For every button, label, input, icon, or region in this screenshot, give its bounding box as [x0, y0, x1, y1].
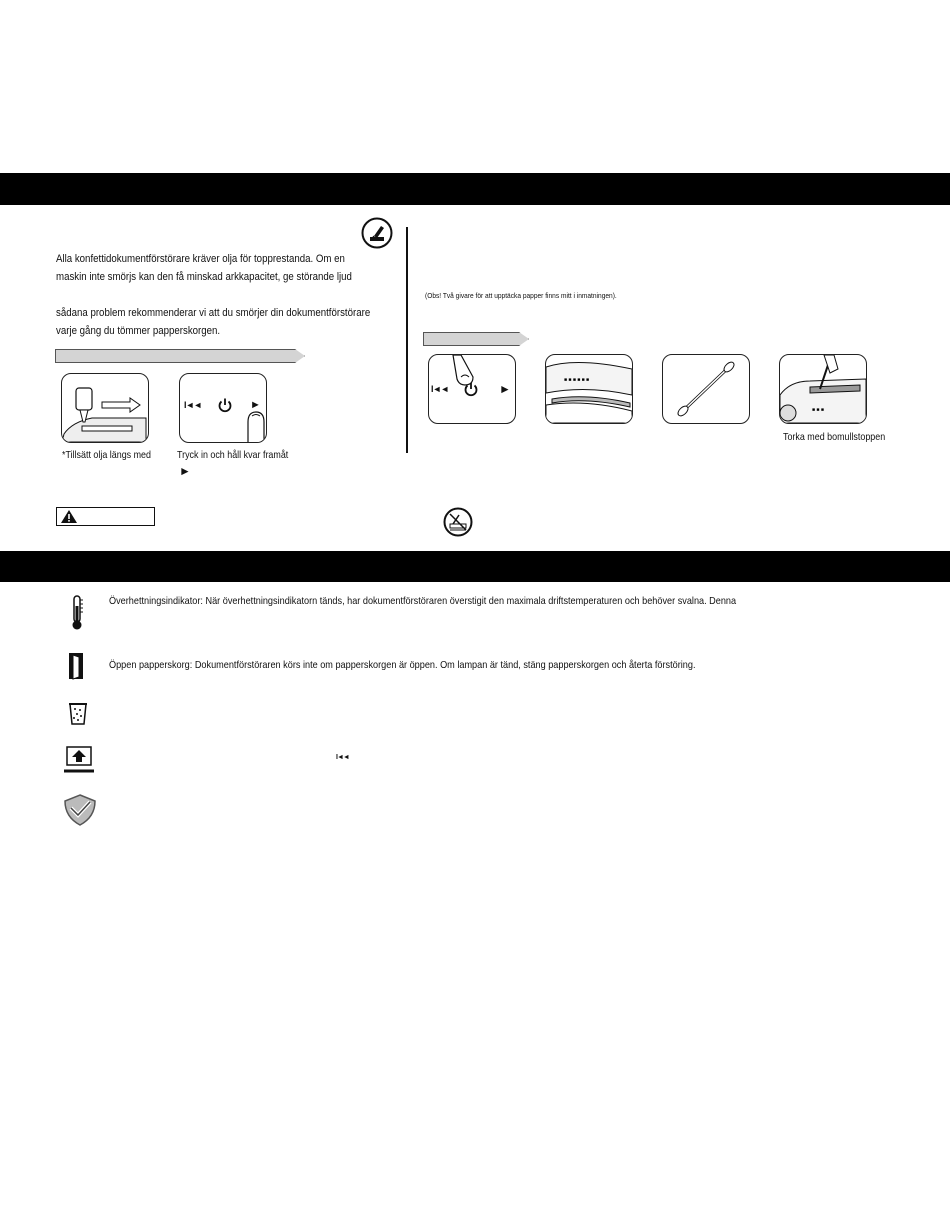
caption-cotton: Torka med bomullstoppen — [783, 431, 886, 443]
oil-panel — [61, 373, 149, 443]
finger-icon — [246, 410, 267, 443]
svg-text:■ ■ ■ ■ ■ ■: ■ ■ ■ ■ ■ ■ — [564, 377, 590, 383]
forward-symbol: ► — [250, 399, 261, 411]
right-rewind-symbol: I◄◄ — [431, 384, 449, 394]
oil-bottle-icon — [361, 217, 393, 254]
full-bin-icon — [68, 701, 88, 730]
cleaning-panel — [779, 354, 867, 424]
bin-open-text: Öppen papperskorg: Dokumentförstöraren körs inte om papperskorgen är öppen. Om lampan är tänd, stäng papperskorgen och återta förstöring. — [109, 659, 696, 671]
press-hold-panel — [179, 373, 267, 443]
warning-icon — [60, 509, 78, 524]
caption-press-symbol: ► — [179, 464, 191, 478]
safety-shield-icon — [62, 793, 98, 832]
clean-sensor-icon — [443, 507, 473, 542]
column-divider — [406, 227, 408, 453]
advice-line-1: sådana problem rekommenderar vi att du smörjer din dokumentförstörare — [56, 307, 371, 319]
power-icon — [217, 397, 233, 413]
header-bar-bottom — [0, 551, 950, 582]
overheat-text: Överhettningsindikator: När överhettningsindikatorn tänds, har dokumentförstöraren överstigit den maximala driftstemperaturen och behöver svalna. Denna — [109, 595, 737, 607]
caption-oil: *Tillsätt olja längs med — [62, 449, 151, 461]
advice-line-2: varje gång du tömmer papperskorgen. — [56, 325, 221, 337]
right-forward-symbol: ► — [499, 382, 511, 396]
header-bar-top — [0, 173, 950, 205]
reverse-symbol: I◄◄ — [336, 754, 349, 761]
right-press-panel — [428, 354, 516, 424]
rewind-symbol: I◄◄ — [184, 400, 202, 410]
sensor-note: (Obs! Två givare för att upptäcka papper finns mitt i inmatningen). — [425, 291, 617, 300]
intro-line-2: maskin inte smörjs kan den få minskad arkkapacitet, ge störande ljud — [56, 271, 352, 283]
clear-jam-icon — [64, 746, 94, 779]
feed-opening-panel — [545, 354, 633, 424]
steps-arrow-right — [423, 332, 529, 346]
svg-text:■ ■ ■: ■ ■ ■ — [812, 407, 824, 413]
steps-arrow-left — [55, 349, 305, 363]
cotton-swab-panel — [662, 354, 750, 424]
warning-box — [56, 507, 155, 526]
intro-line-1: Alla konfettidokumentförstörare kräver olja för topprestanda. Om en — [56, 253, 345, 265]
open-bin-icon — [67, 651, 85, 686]
thermometer-icon — [70, 594, 84, 635]
right-finger-icon — [449, 355, 477, 389]
caption-press: Tryck in och håll kvar framåt — [177, 449, 289, 461]
